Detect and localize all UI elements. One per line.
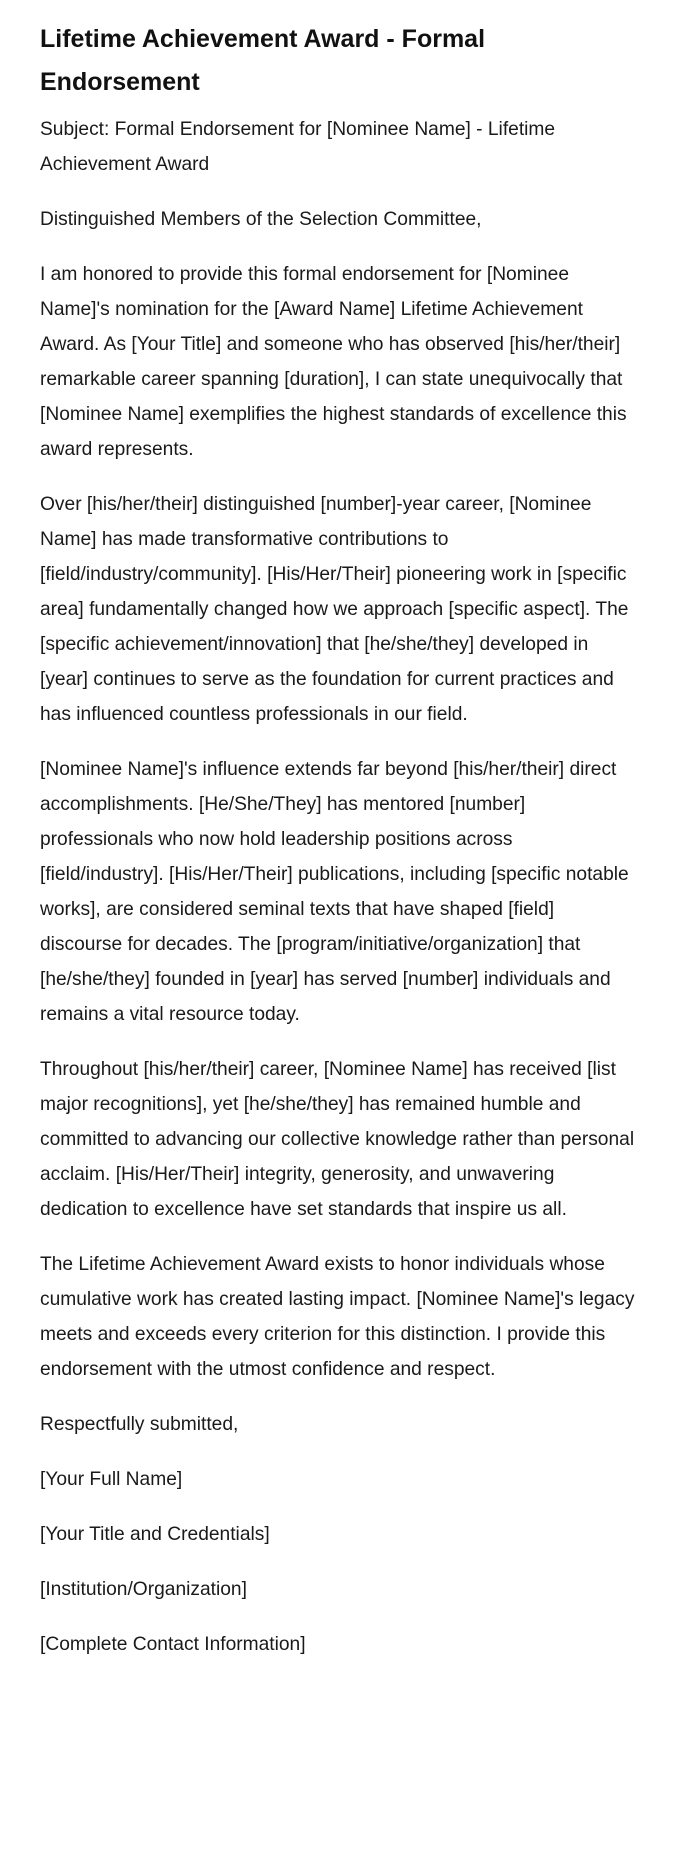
body-paragraph-intro: I am honored to provide this formal endorsement for [Nominee Name]'s nomination for the [Award Name] Lifetime Achievement Award. As [Your Title] and someone who has observed [his/her/their] remarkable career spanning [duration], I can state unequivocally that [Nominee Name] exemplifies the highest standards of excellence this award represents. [40,264,627,460]
signature-contact: [Complete Contact Information] [40,1634,306,1655]
body-paragraph-influence: [Nominee Name]'s influence extends far beyond [his/her/their] direct accomplishments. [He/She/They] has mentored [number] professionals who now hold leadership positions across [field/industry]. [His/Her/Their] publications, including [specific notable works], are considered seminal texts that have shaped [field] discourse for decades. The [program/initiative/organization] that [he/she/they] founded in [year] has served [number] individuals and remains a vital resource today. [40,759,629,1025]
signature-title: [Your Title and Credentials] [40,1524,270,1545]
body-paragraph-recognition: Throughout [his/her/their] career, [Nominee Name] has received [list major recognitions], yet [he/she/they] has remained humble and committed to advancing our collective knowledge rather than personal acclaim. [His/Her/Their] integrity, generosity, and unwavering dedication to excellence have set standards that inspire us all. [40,1059,635,1220]
body-paragraph-career: Over [his/her/their] distinguished [number]-year career, [Nominee Name] has made transformative contributions to [field/industry/community]. [His/Her/Their] pioneering work in [specific area] fundamentally changed how we approach [specific aspect]. The [specific achievement/innovation] that [he/she/they] developed in [year] continues to serve as the foundation for current practices and has influenced countless professionals in our field. [40,494,629,725]
signature-name: [Your Full Name] [40,1469,183,1490]
signature-organization: [Institution/Organization] [40,1579,247,1600]
document-page [40,18,640,1682]
body-paragraph-conclusion: The Lifetime Achievement Award exists to honor individuals whose cumulative work has created lasting impact. [Nominee Name]'s legacy meets and exceeds every criterion for this distinction. I provide this endorsement with the utmost confidence and respect. [40,1254,635,1380]
document-title: Lifetime Achievement Award - Formal Endorsement [40,25,486,96]
salutation: Distinguished Members of the Selection Committee, [40,209,482,230]
subject-line: Subject: Formal Endorsement for [Nominee Name] - Lifetime Achievement Award [40,119,556,175]
closing: Respectfully submitted, [40,1414,239,1435]
